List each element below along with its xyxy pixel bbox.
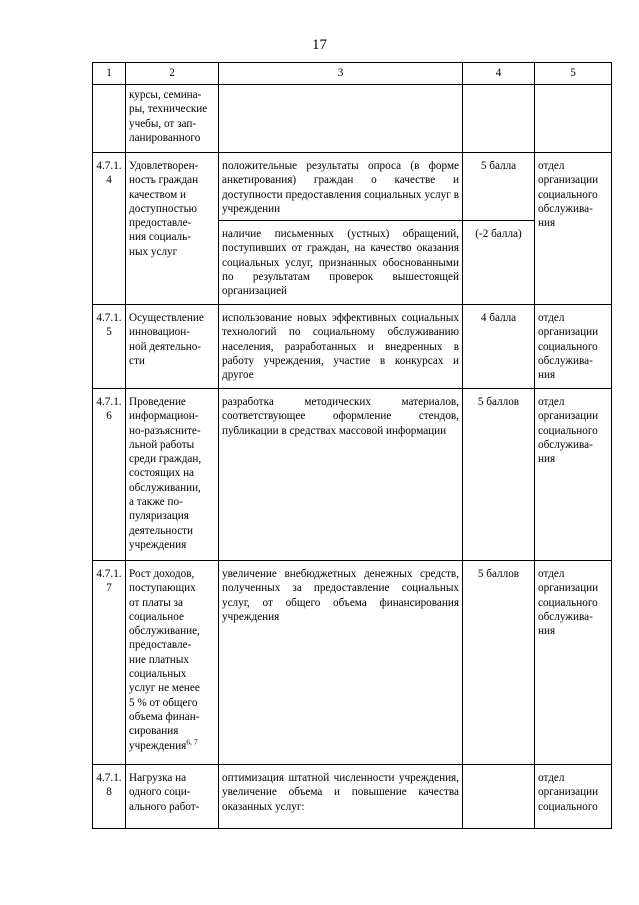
indicator-text [219, 85, 463, 153]
department-line: социального [538, 800, 598, 813]
name-line [129, 736, 215, 753]
department [535, 389, 612, 561]
page-number: 17 [312, 37, 327, 53]
name-line: ры, технические [129, 103, 208, 116]
table-row [93, 561, 612, 765]
name-line: доступностью [129, 202, 198, 215]
department [535, 85, 612, 153]
criterion-name [126, 765, 219, 829]
header-col-4: 4 [463, 63, 535, 85]
name-line: предоставле- [129, 639, 192, 652]
department-line: отдел [538, 312, 565, 324]
department-line: отдел [538, 568, 565, 580]
row-number [93, 561, 126, 765]
indicator-text: использование новых эффективных социальных технологий по социальному обслуживанию населения, разработанных и внедренных в работу учреждения, участие в конкурсах и другое [219, 305, 463, 389]
department-line: обслужива- [538, 610, 593, 623]
name-line: ланированного [129, 131, 201, 144]
indicator-text: наличие письменных (устных) обращений, поступивших от граждан, на качество оказания социальных услуг, признанных обоснованными по результатам проверок вышестоящей организацией [219, 221, 463, 305]
name-line: Осуществление [129, 312, 204, 324]
department-line: социального [538, 188, 598, 201]
score: 5 баллов [463, 561, 535, 765]
department-line: ния [538, 369, 556, 382]
header-row [93, 63, 612, 85]
department-line: социального [538, 340, 598, 353]
table-row [93, 765, 612, 829]
department-line: отдел [538, 772, 565, 784]
indicator-text: разработка методических материалов, соответствующее оформление стендов, публикации в средствах массовой информации [219, 389, 463, 561]
department [535, 305, 612, 389]
score [463, 765, 535, 829]
row-number [93, 389, 126, 561]
footnote-marker: 6, 7 [186, 736, 198, 746]
number-line: 8 [106, 786, 112, 799]
department-line: обслужива- [538, 354, 593, 367]
name-line: информацион- [129, 410, 199, 423]
name-line: пуляризация [129, 510, 189, 523]
header-col-1: 1 [93, 63, 126, 85]
department-line: организации [538, 786, 599, 799]
name-line: Нагрузка на [129, 772, 187, 784]
number-line: 4 [106, 174, 112, 187]
score: 4 балла [463, 305, 535, 389]
name-line: Удовлетворен- [129, 160, 199, 172]
name-last-word: учреждения [129, 739, 187, 752]
header-col-2: 2 [126, 63, 219, 85]
criterion-name [126, 85, 219, 153]
department-line: ния [538, 625, 556, 638]
number-line: 4.7.1. [96, 772, 122, 784]
row-number [93, 305, 126, 389]
table-row [93, 305, 612, 389]
indicator-text: оптимизация штатной численности учреждения, увеличение объема и повышение качества оказанных услуг: [219, 765, 463, 829]
indicator-text: увеличение внебюджетных денежных средств, полученных за предоставление социальных услуг, от общего объема финансирования учреждения [219, 561, 463, 765]
department-line: ния [538, 217, 556, 230]
name-line: льной работы [129, 438, 195, 451]
row-number [93, 765, 126, 829]
department [535, 561, 612, 765]
name-line: инновацион- [129, 326, 190, 339]
name-line: ния социаль- [129, 231, 191, 244]
name-line: поступающих [129, 582, 196, 595]
number-line: 4.7.1. [96, 312, 122, 324]
score: (-2 балла) [463, 221, 535, 305]
department-line: организации [538, 174, 599, 187]
criterion-name [126, 153, 219, 305]
name-line: а также по- [129, 496, 183, 509]
indicator-text: положительные результаты опроса (в форме анкетирования) граждан о качестве и доступности предоставления социальных услуг в учреждении [219, 153, 463, 221]
number-line: 4.7.1. [96, 160, 122, 172]
name-line: социальных [129, 668, 187, 681]
number-line: 7 [106, 582, 112, 595]
name-line: одного соци- [129, 786, 191, 799]
name-line: 5 % от общего [129, 696, 198, 709]
name-line: ность граждан [129, 174, 199, 187]
department-line: социального [538, 596, 598, 609]
department [535, 153, 612, 305]
row-number [93, 85, 126, 153]
name-line: но-разъясните- [129, 424, 201, 437]
department-line: ния [538, 453, 556, 466]
number-line: 4.7.1. [96, 568, 122, 580]
name-line: деятельности [129, 524, 194, 537]
department-line: обслужива- [538, 438, 593, 451]
name-line: социальное [129, 610, 184, 623]
name-line: объема финан- [129, 710, 200, 723]
header-col-3: 3 [219, 63, 463, 85]
number-line: 5 [106, 326, 112, 339]
header-col-5: 5 [535, 63, 612, 85]
criterion-name [126, 305, 219, 389]
name-line: состоящих на [129, 467, 195, 480]
name-line: обслуживании, [129, 481, 201, 494]
name-line: обслуживание, [129, 625, 200, 638]
department-line: отдел [538, 396, 565, 408]
row-number [93, 153, 126, 305]
score: 5 баллов [463, 389, 535, 561]
name-line: учреждения [129, 538, 187, 551]
name-line: ального работ- [129, 800, 200, 813]
name-line: ной деятельно- [129, 340, 202, 353]
name-line: ние платных [129, 653, 189, 666]
department-line: организации [538, 326, 599, 339]
table-row [93, 389, 612, 561]
criteria-table [92, 62, 612, 829]
name-line: от платы за [129, 596, 183, 609]
score: 5 балла [463, 153, 535, 221]
number-line: 4.7.1. [96, 396, 122, 408]
department-line: социального [538, 424, 598, 437]
number-line: 6 [106, 410, 112, 423]
name-line: среди граждан, [129, 453, 202, 466]
name-line: Рост доходов, [129, 568, 195, 580]
department-line: организации [538, 582, 599, 595]
name-line: учебы, от зап- [129, 117, 197, 130]
name-line: сти [129, 354, 145, 367]
criterion-name [126, 561, 219, 765]
name-line: качеством и [129, 188, 186, 201]
name-line: предоставле- [129, 217, 192, 230]
table-row [93, 153, 612, 221]
name-line: сирования [129, 725, 179, 738]
department-line: организации [538, 410, 599, 423]
department-line: обслужива- [538, 202, 593, 215]
department [535, 765, 612, 829]
name-line: услуг не менее [129, 682, 200, 695]
name-line: курсы, семина- [129, 89, 202, 101]
department-line: отдел [538, 160, 565, 172]
criterion-name [126, 389, 219, 561]
table-row [93, 85, 612, 153]
name-line: Проведение [129, 396, 186, 408]
score [463, 85, 535, 153]
name-line: ных услуг [129, 245, 178, 258]
